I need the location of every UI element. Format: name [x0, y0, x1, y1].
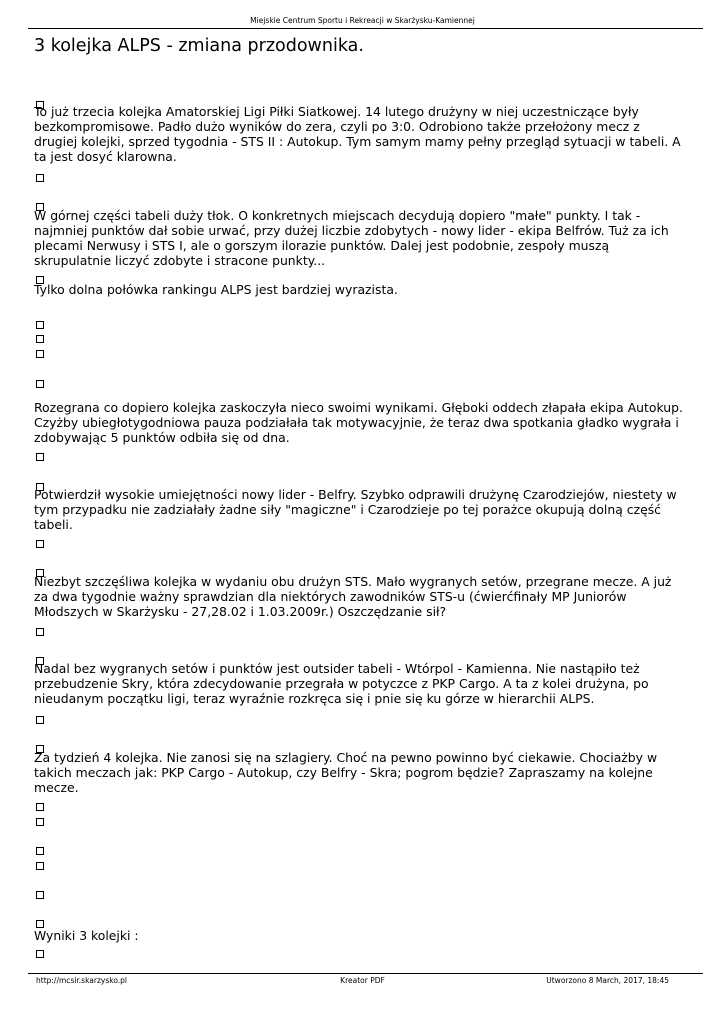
site-header: Miejskie Centrum Sportu i Rekreacji w Skarżysku-Kamiennej [250, 16, 475, 25]
paragraph: Nadal bez wygranych setów i punktów jest outsider tabeli - Wtórpol - Kamienna. Nie nastąpiło też przebudzenie Skry, która zdecydowanie przegrała w potyczce z PKP Cargo. A ta z kolei drużyna, po nieudanym początku ligi, teraz wyraźnie rozkręca się i pnie się ku górze w hierarchii ALPS. [34, 661, 649, 706]
image-placeholder-icon [36, 196, 44, 206]
image-placeholder-icon [36, 796, 44, 806]
image-placeholder-icon [36, 314, 44, 324]
article-title: 3 kolejka ALPS - zmiana przodownika. [34, 36, 364, 56]
image-placeholder-icon [36, 811, 44, 821]
image-placeholder-icon [36, 373, 44, 383]
image-placeholder-icon [36, 840, 44, 850]
image-placeholder-icon [36, 533, 44, 543]
image-placeholder-icon [36, 621, 44, 631]
image-placeholder-icon [36, 709, 44, 719]
image-placeholder-icon [36, 328, 44, 338]
image-placeholder-icon [36, 884, 44, 894]
image-placeholder-icon [36, 650, 44, 660]
image-placeholder-icon [36, 343, 44, 353]
footer-generator: Kreator PDF [340, 976, 385, 985]
footer-url-link[interactable]: http://mcsir.skarzysko.pl [36, 976, 128, 985]
paragraph: Rozegrana co dopiero kolejka zaskoczyła nieco swoimi wynikami. Głęboki oddech złapała ekipa Autokup. Czyżby ubiegłotygodniowa pauza podziałała tak motywacyjnie, że teraz dwa spotkania gładko wygrała i zdobywając 5 punktów odbiła się od dna. [34, 400, 683, 445]
image-placeholder-icon [36, 167, 44, 177]
image-placeholder-icon [36, 446, 44, 456]
paragraph: To już trzecia kolejka Amatorskiej Ligi Piłki Siatkowej. 14 lutego drużyny w niej uczestniczące były bezkompromisowe. Padło dużo wyników do zera, czyli po 3:0. Odrobiono także przełożony mecz z drugiej kolejki, sprzed tygodnia - STS II : Autokup. Tym samym mamy pełny przegląd sytuacji w tabeli. A ta jest dosyć klarowna. [34, 104, 681, 164]
image-placeholder-icon [36, 738, 44, 748]
image-placeholder-icon [36, 476, 44, 486]
image-placeholder-icon [36, 562, 44, 572]
footer-created-date: Utworzono 8 March, 2017, 18:45 [546, 976, 669, 985]
image-placeholder-icon [36, 855, 44, 865]
paragraph: Potwierdził wysokie umiejętności nowy lider - Belfry. Szybko odprawili drużynę Czarodziejów, niestety w tym przypadku nie zadziałały żadne siły "magiczne" i Czarodzieje po tej porażce okupują dolną część tabeli. [34, 487, 677, 532]
image-placeholder-icon [36, 943, 44, 953]
paragraph: Za tydzień 4 kolejka. Nie zanosi się na szlagiery. Choć na pewno powinno być ciekawie. Chociażby w takich meczach jak: PKP Cargo - Autokup, czy Belfry - Skra; pogrom będzie? Zapraszamy na kolejne mecze. [34, 750, 658, 795]
header-divider [28, 28, 703, 29]
image-placeholder-icon [36, 913, 44, 923]
paragraph: Niezbyt szczęśliwa kolejka w wydaniu obu drużyn STS. Mało wygranych setów, przegrane mecze. A już za dwa tygodnie ważny sprawdzian dla niektórych zawodników STS-u (ćwierćfinały MP Juniorów Młodszych w Skarżysku - 27,28.02 i 1.03.2009r.) Oszczędzanie sił? [34, 574, 672, 619]
footer-divider [28, 973, 703, 974]
results-heading: Wyniki 3 kolejki : [34, 928, 139, 943]
paragraph: W górnej części tabeli duży tłok. O konkretnych miejscach decydują dopiero "małe" punkty. I tak - najmniej punktów dał sobie urwać, przy dużej liczbie zdobytych - nowy lider - ekipa Belfrów. Tuż za ich plecami Nerwusy i STS I, ale o gorszym ilorazie punktów. Dalej jest podobnie, zespoły muszą skrupulatnie liczyć zdobyte i stracone punkty... [34, 208, 669, 268]
image-placeholder-icon [36, 269, 44, 279]
image-placeholder-icon [36, 94, 44, 104]
paragraph: Tylko dolna połówka rankingu ALPS jest bardziej wyrazista. [34, 282, 398, 297]
